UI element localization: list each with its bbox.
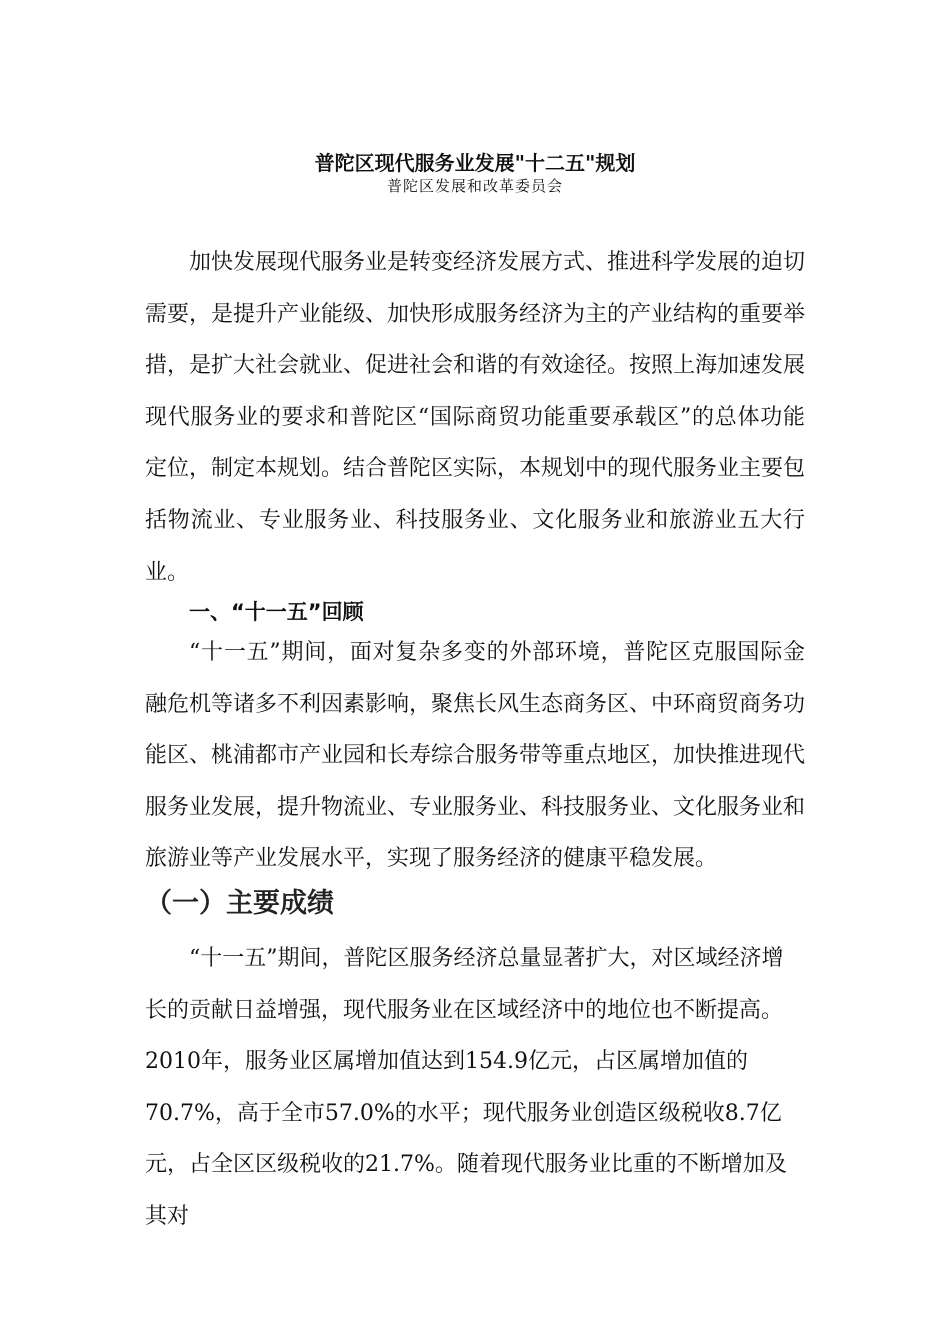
document-title: 普陀区现代服务业发展"十二五"规划 <box>314 151 636 176</box>
review-paragraph: “十一五”期间，面对复杂多变的外部环境，普陀区克服国际金融危机等诸多不利因素影响，聚焦长风生态商务区、中环商贸商务功能区、桃浦都市产业园和长寿综合服务带等重点地区，加快推进现代服务业发展，提升物流业、专业服务业、科技服务业、文化服务业和旅游业等产业发展水平，实现了服务经济的健康平稳发展。 <box>145 640 806 872</box>
section-heading-review: 一、“十一五”回顾 <box>189 600 364 624</box>
document-author: 普陀区发展和改革委员会 <box>386 177 563 195</box>
achievements-paragraph: “十一五”期间，普陀区服务经济总量显著扩大，对区域经济增长的贡献日益增强，现代服务业在区域经济中的地位也不断提高。2010年，服务业区属增加值达到154.9亿元，占区属增加值的70.7%，高于全市57.0%的水平；现代服务业创造区级税收8.7亿元，占全区区级税收的21.7%。随着现代服务业比重的不断增加及其对 <box>145 946 787 1229</box>
subsection-heading-achievements: （一）主要成绩 <box>145 888 334 919</box>
intro-paragraph: 加快发展现代服务业是转变经济发展方式、推进科学发展的迫切需要，是提升产业能级、加快形成服务经济为主的产业结构的重要举措，是扩大社会就业、促进社会和谐的有效途径。按照上海加速发展现代服务业的要求和普陀区“国际商贸功能重要承载区”的总体功能定位，制定本规划。结合普陀区实际，本规划中的现代服务业主要包括物流业、专业服务业、科技服务业、文化服务业和旅游业五大行业。 <box>145 250 806 585</box>
